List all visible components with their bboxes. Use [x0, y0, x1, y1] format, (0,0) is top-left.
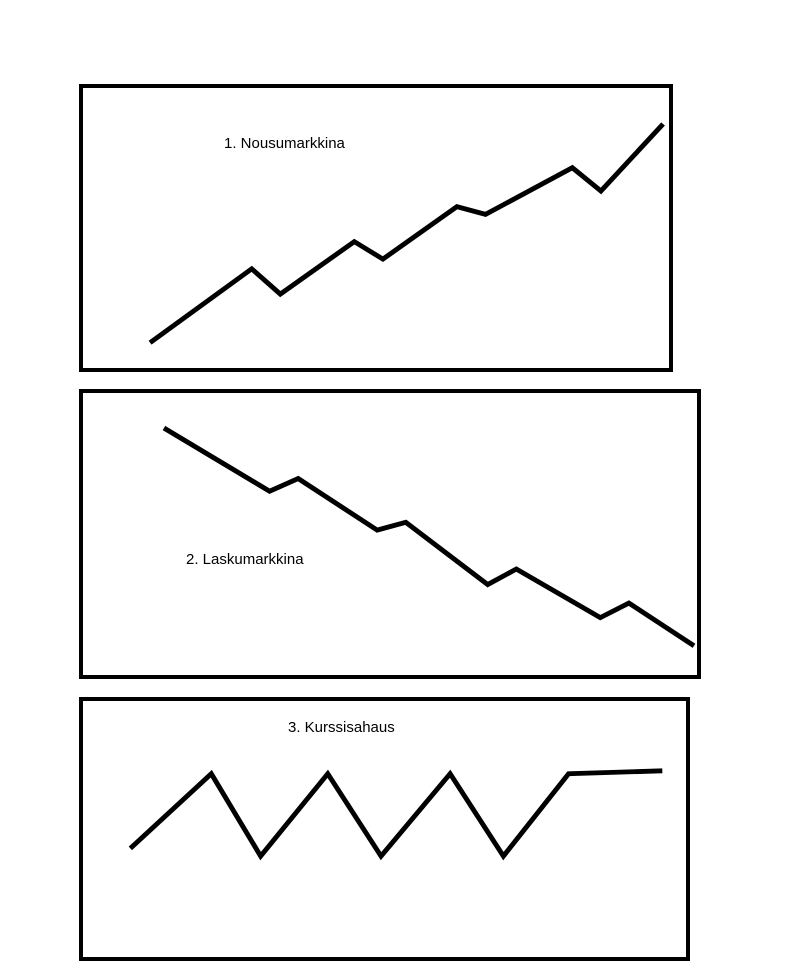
chart-panel-sideways-market [79, 697, 690, 961]
panel-title-falling-market: 2. Laskumarkkina [186, 551, 304, 568]
falling-market-line-svg [83, 393, 697, 675]
sideways-market-line [130, 771, 662, 856]
panel-title-rising-market: 1. Nousumarkkina [224, 135, 345, 152]
chart-panel-falling-market [79, 389, 701, 679]
panel-title-sideways-market: 3. Kurssisahaus [288, 719, 395, 736]
sideways-market-line-svg [83, 701, 686, 957]
rising-market-line [150, 124, 663, 343]
chart-panel-rising-market [79, 84, 673, 372]
rising-market-line-svg [83, 88, 669, 368]
falling-market-line [164, 428, 694, 646]
